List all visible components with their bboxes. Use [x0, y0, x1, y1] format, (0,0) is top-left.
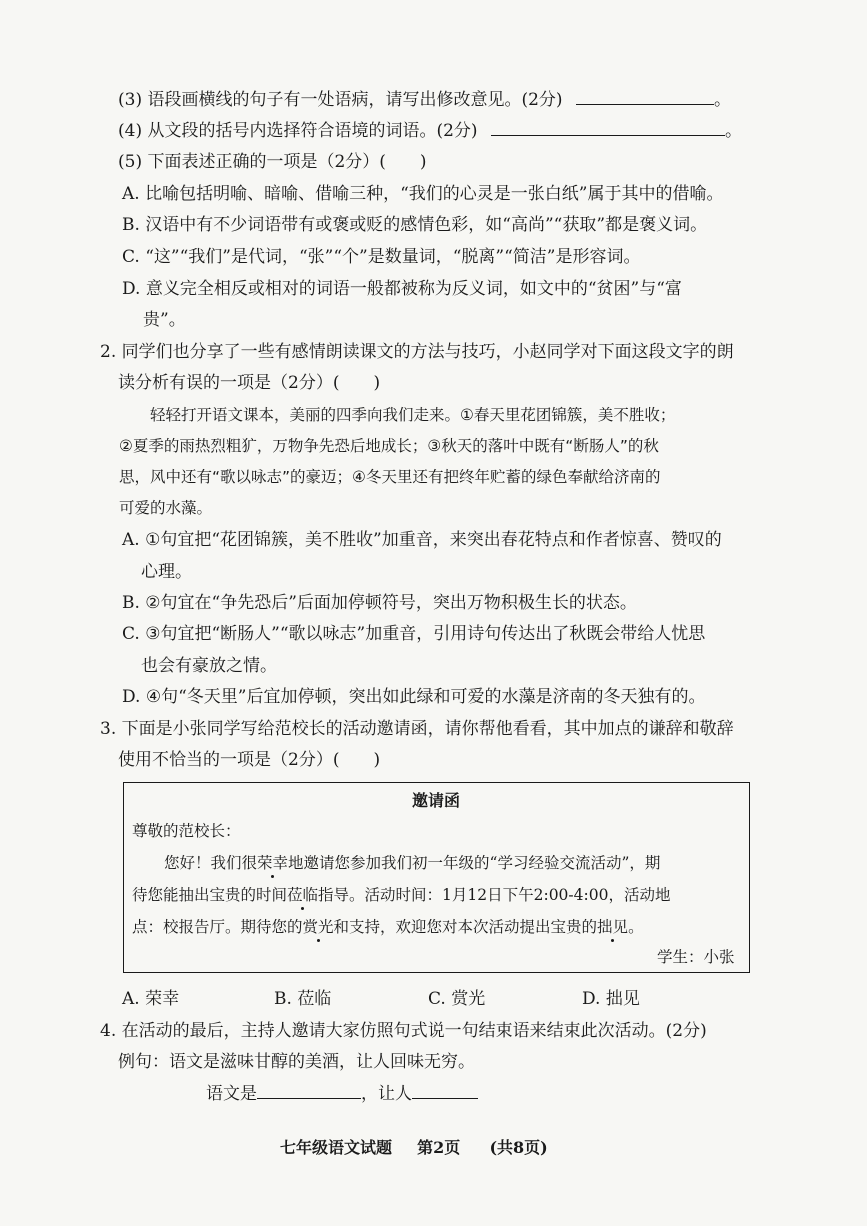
- q2-option-d: D. ④句“冬天里”后宜加停顿，突出如此绿和可爱的水藻是济南的冬天独有的。: [122, 687, 706, 707]
- footer-total: (共8页): [489, 1138, 548, 1157]
- q1-option-b: B. 汉语中有不少词语带有或褒或贬的感情色彩，如“高尚”“获取”都是褒义词。: [122, 215, 708, 235]
- q2-stem-cont: 读分析有误的一项是（2分）( ): [118, 373, 381, 393]
- invitation-letter-box: [123, 782, 750, 973]
- answer-blank[interactable]: [412, 1084, 478, 1099]
- q4-stem: 4. 在活动的最后，主持人邀请大家仿照句式说一句结束语来结束此次活动。(2分): [100, 1021, 707, 1041]
- answer-blank[interactable]: [576, 90, 714, 105]
- q1-item3: [118, 90, 731, 110]
- period: 。: [713, 90, 731, 110]
- q1-option-c: C. “这”“我们”是代词，“张”“个”是数量词，“脱离”“简洁”是形容词。: [122, 247, 641, 267]
- page-footer: [280, 1138, 548, 1158]
- letter-salutation: 尊敬的范校长：: [132, 822, 241, 840]
- q2-passage-line: 轻轻打开语文课本，美丽的四季向我们走来。①春天里花团锦簇，美不胜收；: [150, 406, 676, 424]
- text-segment: 点：校报告厅。期待您的: [132, 918, 303, 936]
- q1-item4: [118, 121, 742, 141]
- letter-title: 邀请函: [412, 791, 461, 810]
- q2-option-c-cont: 也会有豪放之情。: [141, 656, 277, 676]
- q2-passage-line: 思，风中还有“歌以咏志”的豪迈；④冬天里还有把终年贮蓄的绿色奉献给济南的: [119, 468, 661, 486]
- q1-option-a: A. 比喻包括明喻、暗喻、借喻三种，“我们的心灵是一张白纸”属于其中的借喻。: [122, 184, 724, 204]
- q3-option-a: A. 荣幸: [122, 989, 180, 1009]
- text-segment: 。: [628, 918, 644, 936]
- q3-stem: 3. 下面是小张同学写给范校长的活动邀请函，请你帮他看看，其中加点的谦辞和敬辞: [100, 719, 734, 739]
- q1-option-d-cont: 贵”。: [143, 310, 186, 330]
- q2-option-b: B. ②句宜在“争先恐后”后面加停顿符号，突出万物积极生长的状态。: [122, 593, 637, 613]
- q2-option-a: A. ①句宜把“花团锦簇，美不胜收”加重音，来突出春花特点和作者惊喜、赞叹的: [122, 530, 722, 550]
- q1-item4-text: (4) 从文段的括号内选择符合语境的词语。(2分): [118, 121, 478, 141]
- q2-option-c: C. ③句宜把“断肠人”“歌以咏志”加重音，引用诗句传达出了秋既会带给人忧思: [122, 624, 706, 644]
- dotted-word-rongxing: 荣幸: [257, 854, 289, 872]
- q4-example: 例句：语文是滋味甘醇的美酒，让人回味无穷。: [118, 1052, 475, 1072]
- q2-passage-line: 可爱的水藻。: [119, 499, 213, 517]
- text-segment: 待您能抽出宝贵的时间: [132, 886, 288, 904]
- q1-option-d: D. 意义完全相反或相对的词语一般都被称为反义词，如文中的“贫困”与“富: [122, 279, 682, 299]
- text-segment: 您好！我们很: [164, 854, 258, 872]
- dotted-word-lilin: 莅临: [287, 886, 319, 904]
- text-segment: 和支持，欢迎您对本次活动提出宝贵的: [333, 918, 598, 936]
- q2-stem: 2. 同学们也分享了一些有感情朗读课文的方法与技巧，小赵同学对下面这段文字的朗: [100, 342, 734, 362]
- q4-fill-middle: ，让人: [361, 1084, 412, 1104]
- answer-blank[interactable]: [491, 121, 725, 136]
- q2-passage-line: ②夏季的雨热烈粗犷，万物争先恐后地成长；③秋天的落叶中既有“断肠人”的秋: [119, 437, 659, 455]
- answer-blank[interactable]: [257, 1084, 361, 1099]
- q3-option-c: C. 赏光: [428, 989, 486, 1009]
- letter-body-line: [132, 917, 644, 937]
- letter-signature: 学生：小张: [657, 948, 735, 966]
- text-segment: 地邀请您参加我们初一年级的“学习经验交流活动”，期: [288, 854, 661, 872]
- period: 。: [724, 121, 742, 141]
- dotted-word-shangguang: 赏光: [302, 918, 334, 936]
- dotted-word-zhuojian: 拙见: [597, 918, 629, 936]
- q1-item5: (5) 下面表述正确的一项是（2分）( ): [118, 152, 427, 172]
- q4-fill-prefix: 语文是: [206, 1084, 257, 1104]
- q3-option-d: D. 拙见: [582, 989, 640, 1009]
- q3-stem-cont: 使用不恰当的一项是（2分）( ): [118, 750, 381, 770]
- footer-subject: 七年级语文试题: [280, 1138, 393, 1157]
- text-segment: 指导。活动时间：1月12日下午2:00-4:00，活动地: [318, 886, 671, 904]
- q2-option-a-cont: 心理。: [141, 562, 192, 582]
- footer-page: 第2页: [417, 1138, 461, 1157]
- letter-body-line: [164, 853, 660, 873]
- q3-option-b: B. 莅临: [274, 989, 332, 1009]
- letter-body-line: [132, 885, 670, 905]
- q4-fill: [206, 1084, 478, 1104]
- q1-item3-text: (3) 语段画横线的句子有一处语病，请写出修改意见。(2分): [118, 90, 563, 110]
